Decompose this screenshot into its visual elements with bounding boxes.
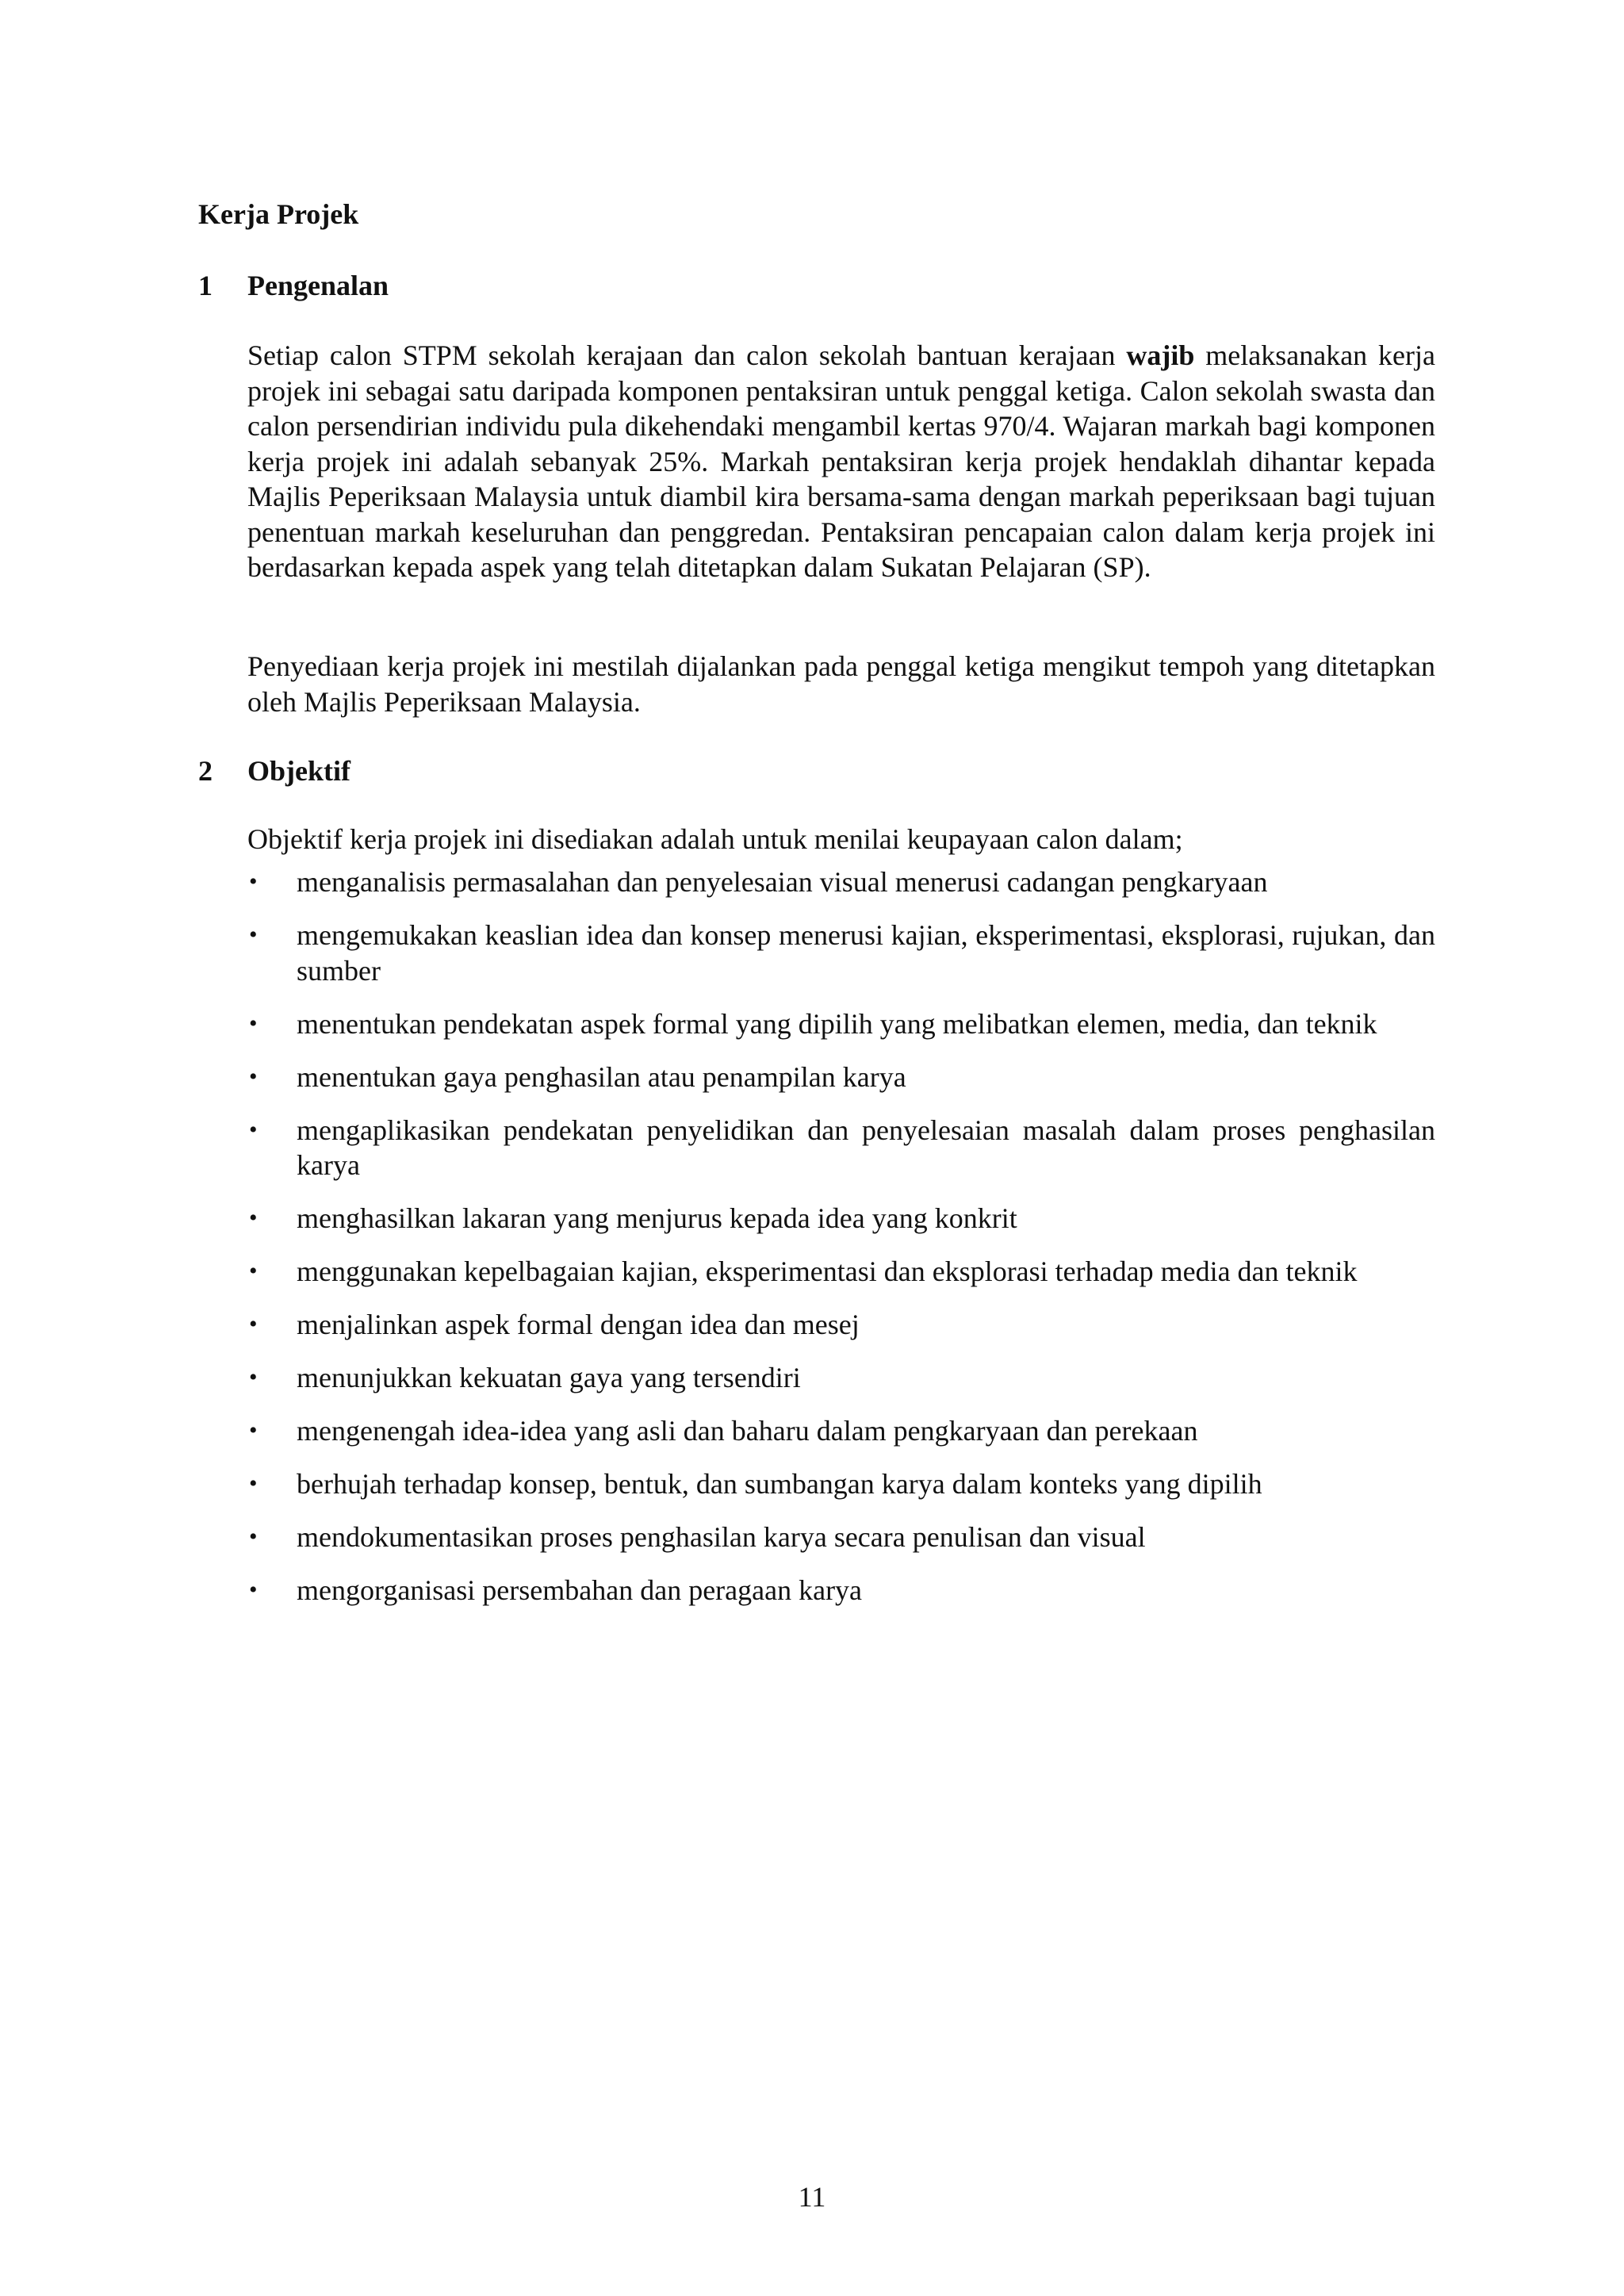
bullet-icon: • [249,1524,258,1550]
objective-list-item [247,864,1435,900]
objective-list-item [247,1113,1435,1183]
objective-text: berhujah terhadap konsep, bentuk, dan sumbangan karya dalam konteks yang dipilih [297,1468,1262,1500]
section-heading-pengenalan [198,268,389,303]
bullet-icon: • [249,1417,258,1443]
document-title: Kerja Projek [198,198,359,230]
bullet-icon: • [249,1577,258,1603]
section-number: 1 [198,270,213,301]
paragraph-text: melaksanakan kerja projek ini sebagai satu daripada komponen pentaksiran untuk penggal ketiga. Calon sekolah swasta dan calon persendirian individu pula dikehendaki mengambil kertas 970/4. Wajaran markah bagi komponen kerja projek ini adalah sebanyak 25%. Markah pentaksiran kerja projek hendaklah dihantar kepada Majlis Peperiksaan Malaysia untuk diambil kira bersama-sama dengan markah peperiksaan bagi tujuan penentuan markah keseluruhan dan penggredan. Pentaksiran pencapaian calon dalam kerja projek ini berdasarkan kepada aspek yang telah ditetapkan dalam Sukatan Pelajaran (SP). [247,339,1435,583]
bullet-icon: • [249,1258,258,1284]
bullet-icon: • [249,922,258,948]
bullet-icon: • [249,1470,258,1497]
objective-text: menentukan gaya penghasilan atau penampilan karya [297,1060,906,1093]
bullet-icon: • [249,1205,258,1231]
objective-list-item [247,1360,1435,1396]
page-number: 11 [798,2181,826,2213]
bullet-icon: • [249,1364,258,1390]
section-number: 2 [198,755,213,787]
objective-text: menggunakan kepelbagaian kajian, eksperimentasi dan eksplorasi terhadap media dan teknik [297,1255,1358,1287]
pengenalan-paragraph-2: Penyediaan kerja projek ini mestilah dijalankan pada penggal ketiga mengikut tempoh yang ditetapkan oleh Majlis Peperiksaan Malaysia. [247,650,1435,718]
section-title: Pengenalan [247,270,389,301]
objective-text: menghasilkan lakaran yang menjurus kepada idea yang konkrit [297,1202,1017,1234]
objective-text: menunjukkan kekuatan gaya yang tersendiri [297,1362,801,1393]
pengenalan-paragraph-1 [247,338,1435,585]
bullet-icon: • [249,1010,258,1037]
bullet-icon: • [249,1116,258,1143]
objective-list-item [247,1466,1435,1502]
objective-list-item [247,1413,1435,1449]
objective-list-item [247,1254,1435,1290]
objective-list-item [247,1201,1435,1236]
bullet-icon: • [249,1063,258,1090]
objective-list-item [247,1573,1435,1608]
objective-text: mendokumentasikan proses penghasilan karya secara penulisan dan visual [297,1521,1146,1553]
objective-text: menjalinkan aspek formal dengan idea dan mesej [297,1309,860,1340]
objective-list-item [247,1520,1435,1555]
paragraph-text: Setiap calon STPM sekolah kerajaan dan calon sekolah bantuan kerajaan [247,339,1127,371]
bullet-icon: • [249,868,258,895]
objective-list-item [247,918,1435,988]
section-title: Objektif [247,755,350,787]
objective-text: mengemukakan keaslian idea dan konsep menerusi kajian, eksperimentasi, eksplorasi, rujukan, dan sumber [297,919,1435,987]
objective-text: menganalisis permasalahan dan penyelesaian visual menerusi cadangan pengkaryaan [297,866,1268,898]
objective-text: menentukan pendekatan aspek formal yang dipilih yang melibatkan elemen, media, dan teknik [297,1007,1377,1040]
objective-list-item [247,1060,1435,1095]
bullet-icon: • [249,1311,258,1337]
objective-text: mengenengah idea-idea yang asli dan baharu dalam pengkaryaan dan perekaan [297,1415,1198,1447]
objektif-intro: Objektif kerja projek ini disediakan adalah untuk menilai keupayaan calon dalam; [247,823,1183,855]
objective-text: mengaplikasikan pendekatan penyelidikan dan penyelesaian masalah dalam proses penghasilan karya [297,1114,1435,1181]
section-heading-objektif [198,753,350,788]
emphasis-text: wajib [1126,339,1195,371]
objective-list [247,864,1435,1626]
objective-list-item [247,1307,1435,1343]
objective-text: mengorganisasi persembahan dan peragaan karya [297,1574,863,1606]
objective-list-item [247,1006,1435,1042]
